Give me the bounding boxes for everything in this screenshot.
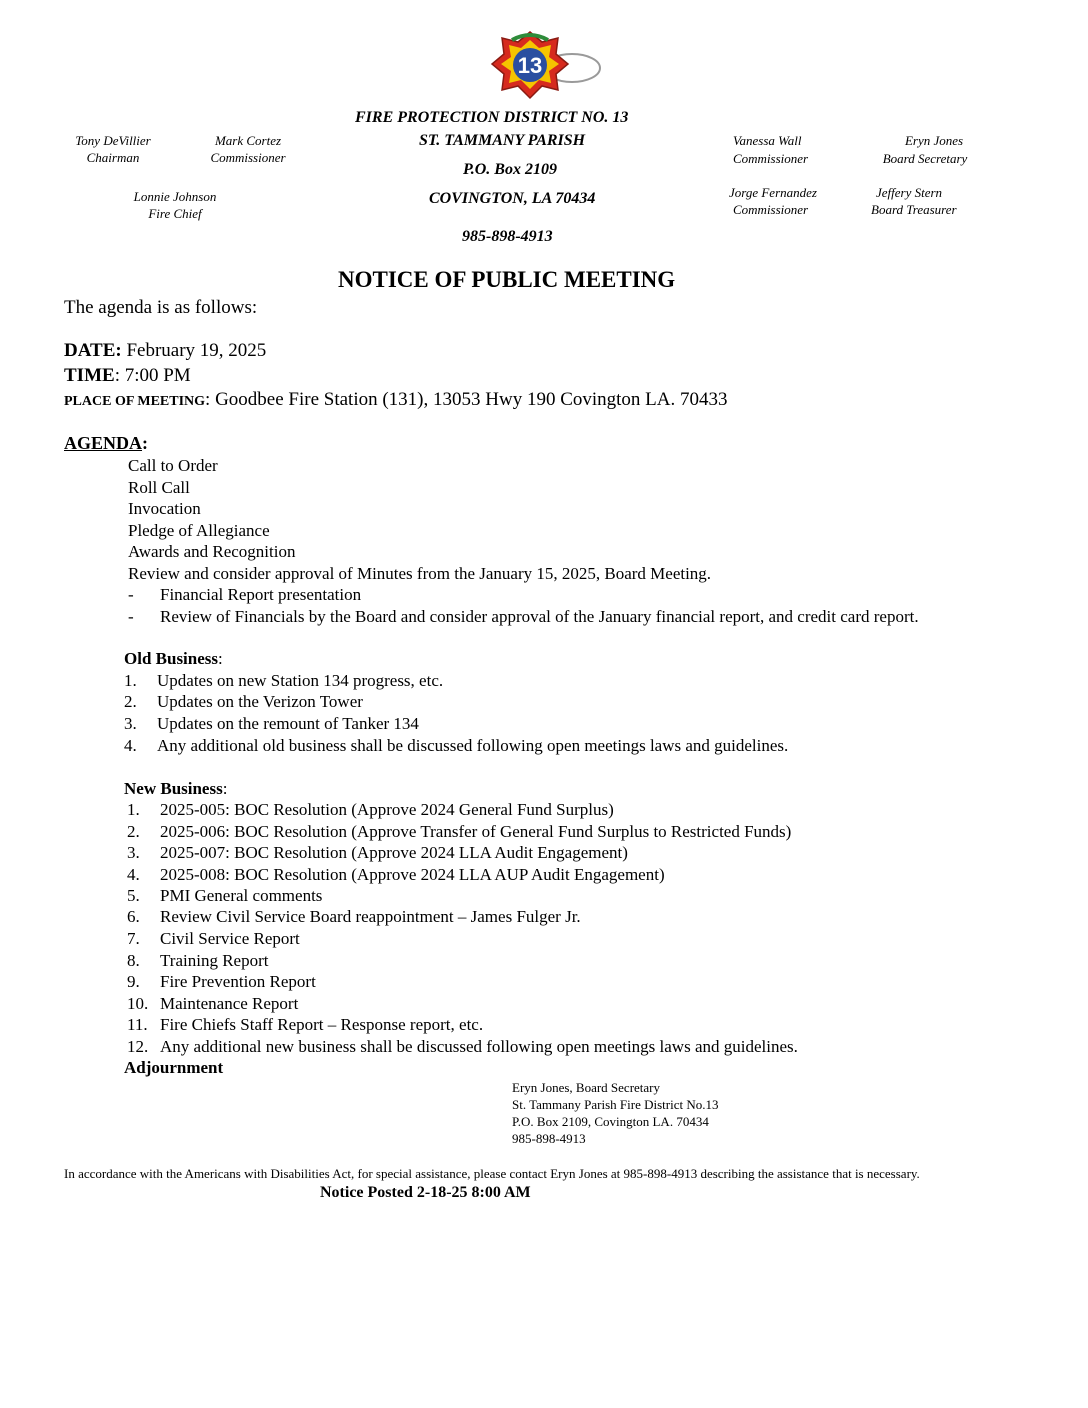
item-number: 12. [127,1037,149,1056]
item-text: Fire Prevention Report [160,972,316,991]
item-text: Updates on new Station 134 progress, etc. [157,671,444,690]
item-number: 7. [127,929,140,948]
ada-notice: In accordance with the Americans with Disabilities Act, for special assistance, please contact Eryn Jones at 985-898-4913 describing the assistance that is necessary. [64,1166,920,1181]
new-business-item [124,929,300,949]
parish-name: ST. TAMMANY PARISH [419,132,586,149]
signature-block [512,1079,718,1147]
item-text: Any additional new business shall be discussed following open meetings laws and guidelines. [160,1037,798,1056]
meeting-date [64,340,266,362]
item-text: 2025-005: BOC Resolution (Approve 2024 General Fund Surplus) [160,800,614,819]
place-label: PLACE OF MEETING [64,394,206,409]
po-box: P.O. Box 2109 [463,161,557,178]
official-name: Mark Cortez [214,133,282,148]
agenda-item: Pledge of Allegiance [128,521,270,540]
item-text: Updates on the remount of Tanker 134 [157,714,419,733]
official-chairman [60,132,166,166]
date-label: DATE: [64,340,122,361]
old-business-item [124,714,419,734]
official-commissioner-wall [733,132,808,167]
official-name: Jeffery Stern [876,185,943,200]
official-commissioner-cortez [198,132,298,166]
dash-marker: - [128,585,134,604]
official-fire-chief [120,188,230,222]
new-business-item [124,800,614,820]
dash-marker: - [128,607,134,626]
item-number: 2. [124,692,137,711]
city-address: COVINGTON, LA 70434 [429,190,596,207]
official-board-secretary [870,132,980,167]
new-business-label: New Business [124,779,223,798]
district-name: FIRE PROTECTION DISTRICT NO. 13 [355,109,629,126]
time-label: TIME [64,365,115,386]
item-text: 2025-006: BOC Resolution (Approve Transfer of General Fund Surplus to Restricted Funds) [160,822,792,841]
item-text: 2025-008: BOC Resolution (Approve 2024 LLA AUP Audit Engagement) [160,865,665,884]
signature-line: Eryn Jones, Board Secretary [512,1080,661,1095]
item-text: PMI General comments [160,886,323,905]
item-number: 3. [127,843,140,862]
fire-district-logo [484,28,604,104]
new-business-item [124,822,791,842]
agenda-item: Awards and Recognition [128,542,296,561]
new-business-item [124,907,581,927]
official-title: Board Treasurer [871,202,957,217]
agenda-label: AGENDA [64,433,143,453]
signature-line: St. Tammany Parish Fire District No.13 [512,1097,719,1112]
official-commissioner-fernandez [729,184,817,218]
new-business-item [124,972,316,992]
place-value: : Goodbee Fire Station (131), 13053 Hwy 190 Covington LA. 70433 [205,389,728,410]
agenda-item: Invocation [128,499,201,518]
signature-line: 985-898-4913 [512,1131,586,1146]
adjournment: Adjournment [124,1058,224,1077]
new-business-item [124,886,322,906]
notice-posted: Notice Posted 2-18-25 8:00 AM [320,1184,531,1201]
item-number: 3. [124,714,137,733]
meeting-place [64,389,728,411]
logo-number: 13 [517,53,543,78]
agenda-item: Call to Order [128,456,218,475]
item-number: 5. [127,886,140,905]
agenda-intro: The agenda is as follows: [64,297,258,318]
official-title: Fire Chief [148,206,202,221]
official-title: Board Secretary [882,151,968,166]
official-name: Vanessa Wall [733,133,802,148]
item-text: Training Report [160,951,269,970]
new-business-item [124,1015,483,1035]
official-name: Lonnie Johnson [133,189,217,204]
time-value: : 7:00 PM [114,365,191,386]
item-number: 2. [127,822,140,841]
sub-item-text: Financial Report presentation [160,585,362,604]
official-name: Jorge Fernandez [729,185,817,200]
old-business-colon: : [218,649,223,668]
new-business-item [124,843,628,863]
official-board-treasurer [871,184,957,218]
official-name: Eryn Jones [904,133,964,148]
new-business-item [124,994,298,1014]
old-business-item [124,671,443,691]
official-title: Commissioner [210,150,286,165]
district-phone: 985-898-4913 [462,228,553,245]
old-business-item [124,692,363,712]
item-number: 1. [127,800,140,819]
new-business-colon: : [222,779,228,798]
signature-line: P.O. Box 2109, Covington LA. 70434 [512,1114,709,1129]
official-title: Chairman [86,150,140,165]
agenda-sub-item [128,585,361,605]
official-name: Tony DeVillier [75,133,151,148]
item-number: 11. [127,1015,148,1034]
item-number: 4. [127,865,140,884]
old-business-label: Old Business [124,649,219,668]
agenda-colon: : [142,433,149,453]
item-text: Any additional old business shall be discussed following open meetings laws and guidelines. [157,736,789,755]
item-number: 10. [127,994,149,1013]
item-text: Fire Chiefs Staff Report – Response report, etc. [160,1015,484,1034]
old-business-item [124,736,788,756]
agenda-item: Roll Call [128,478,190,497]
new-business-item [124,1037,798,1057]
item-text: Civil Service Report [160,929,300,948]
official-title: Commissioner [733,151,809,166]
official-title: Commissioner [733,202,809,217]
agenda-heading [64,433,148,454]
item-text: Maintenance Report [160,994,299,1013]
notice-title: NOTICE OF PUBLIC MEETING [338,267,676,292]
old-business-heading [124,649,223,669]
sub-item-text: Review of Financials by the Board and consider approval of the January financial report, and credit card report. [160,607,919,626]
new-business-item [124,865,665,885]
item-number: 4. [124,736,137,755]
meeting-time [64,365,191,387]
new-business-heading [124,779,227,799]
item-text: Updates on the Verizon Tower [157,692,363,711]
agenda-item: Review and consider approval of Minutes from the January 15, 2025, Board Meeting. [128,564,712,583]
new-business-item [124,951,268,971]
agenda-sub-item [128,607,919,627]
date-value: February 19, 2025 [126,340,267,361]
item-text: 2025-007: BOC Resolution (Approve 2024 LLA Audit Engagement) [160,843,628,862]
item-number: 9. [127,972,140,991]
item-number: 8. [127,951,140,970]
item-text: Review Civil Service Board reappointment – James Fulger Jr. [160,907,581,926]
item-number: 1. [124,671,137,690]
item-number: 6. [127,907,140,926]
